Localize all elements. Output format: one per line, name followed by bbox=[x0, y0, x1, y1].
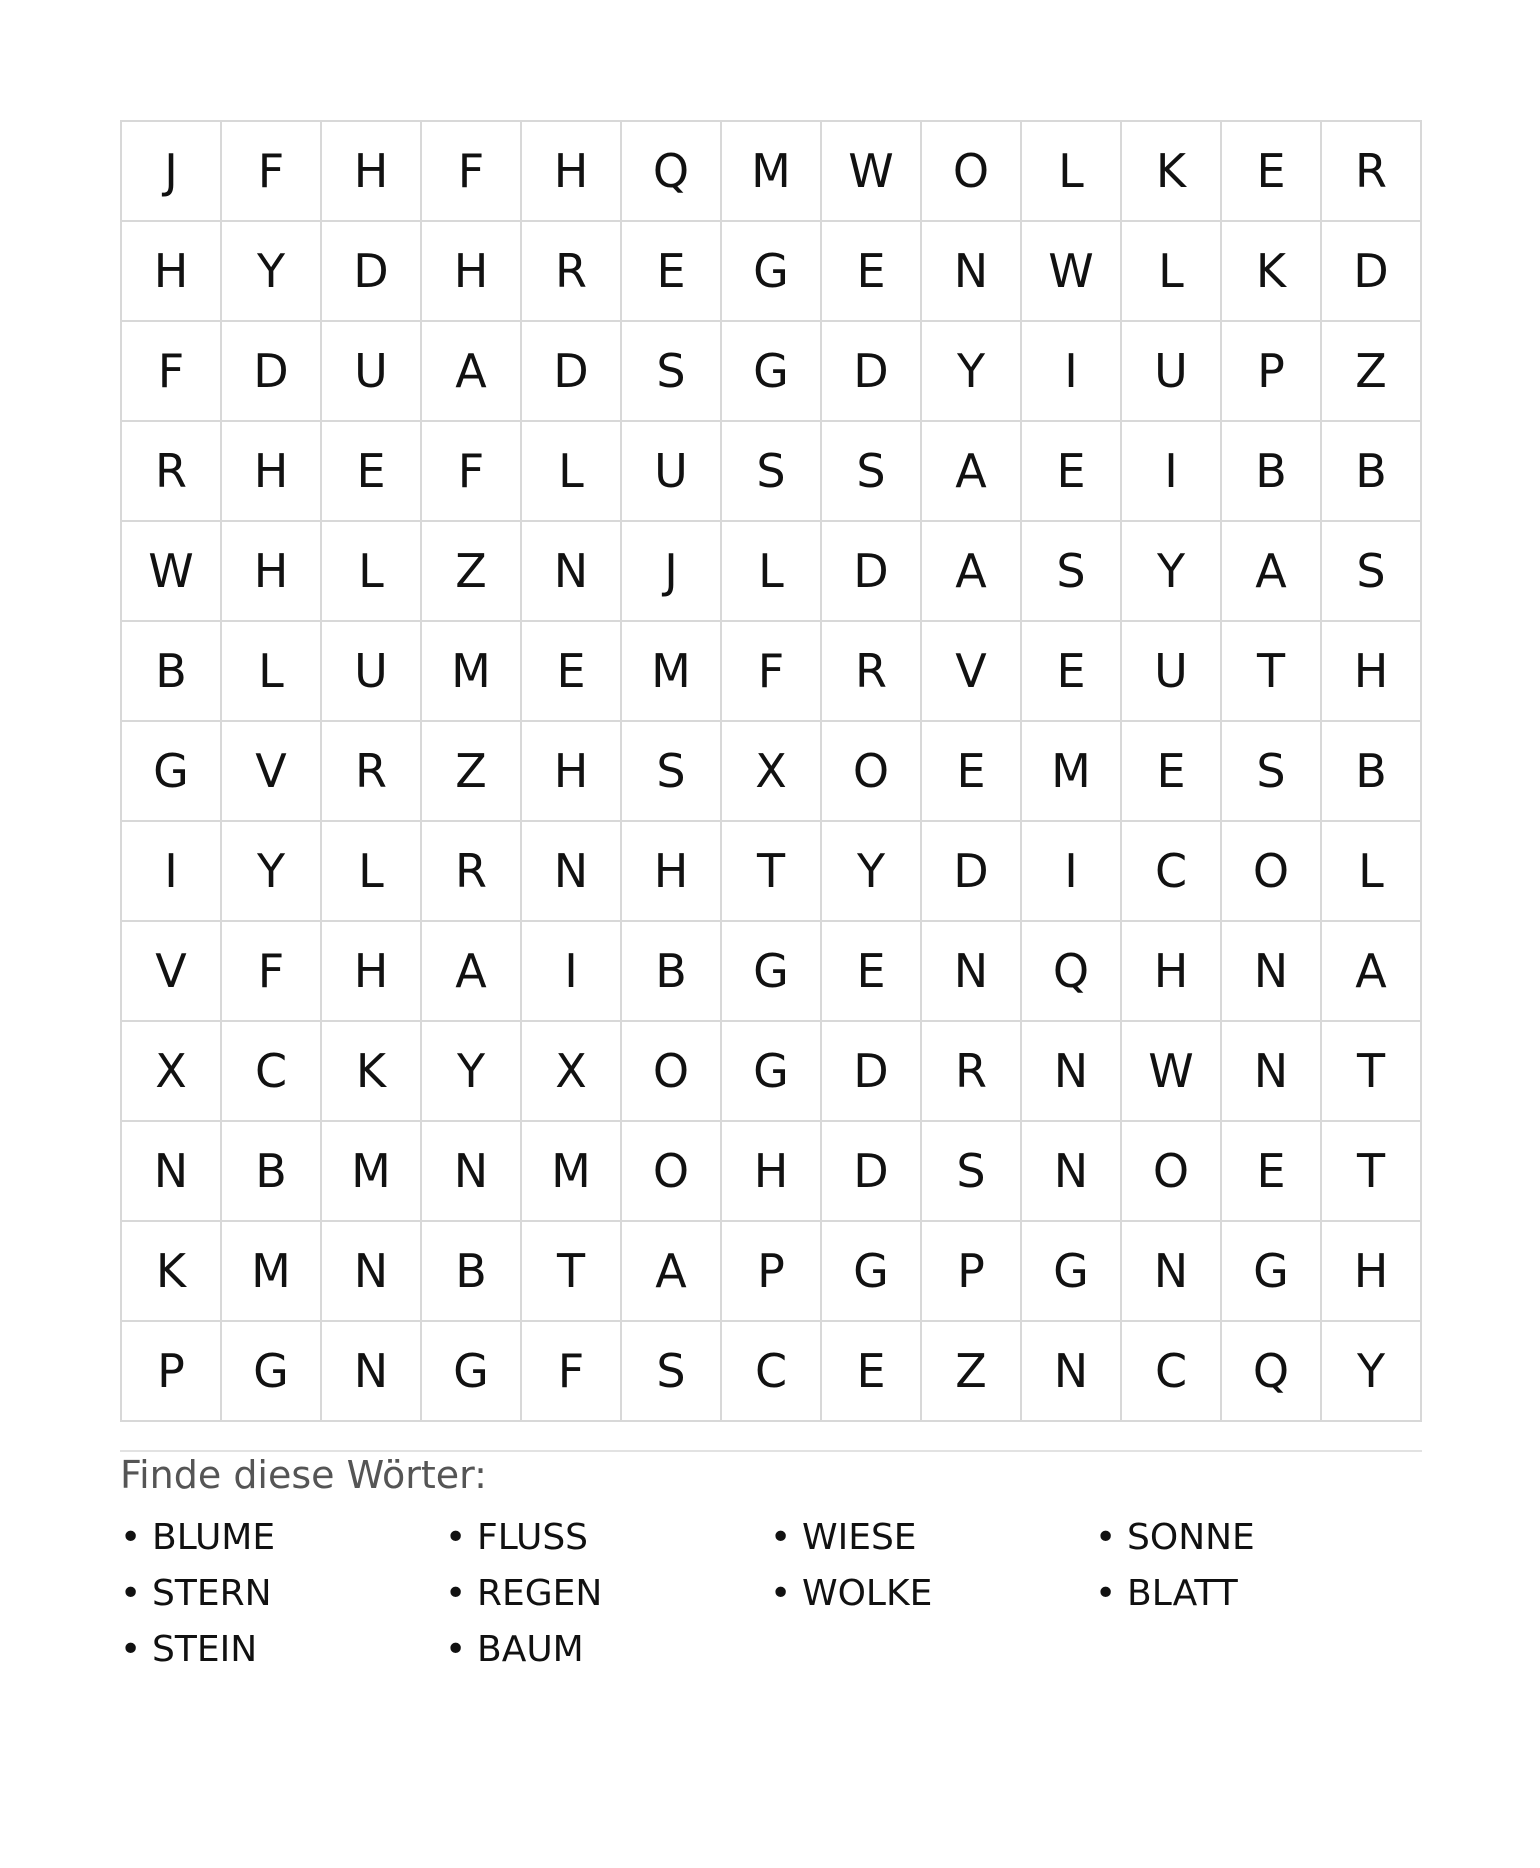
bullet-icon: • bbox=[120, 1573, 142, 1614]
grid-cell[interactable]: D bbox=[922, 822, 1022, 922]
grid-cell[interactable]: L bbox=[322, 822, 422, 922]
grid-cell[interactable]: Q bbox=[622, 122, 722, 222]
grid-cell[interactable]: W bbox=[122, 522, 222, 622]
grid-cell[interactable]: M bbox=[222, 1222, 322, 1322]
grid-cell[interactable]: Q bbox=[1222, 1322, 1322, 1422]
word-list-item bbox=[1095, 1510, 1420, 1566]
grid-cell[interactable]: W bbox=[1022, 222, 1122, 322]
grid-cell[interactable]: P bbox=[122, 1322, 222, 1422]
grid-cell[interactable]: G bbox=[1222, 1222, 1322, 1322]
word-label: BAUM bbox=[477, 1629, 584, 1670]
bullet-icon: • bbox=[120, 1629, 142, 1670]
grid-cell[interactable]: N bbox=[322, 1322, 422, 1422]
word-list-item bbox=[445, 1510, 770, 1566]
word-label: WOLKE bbox=[802, 1573, 933, 1614]
grid-cell[interactable]: G bbox=[422, 1322, 522, 1422]
grid-cell[interactable]: H bbox=[422, 222, 522, 322]
grid-cell[interactable]: E bbox=[1222, 122, 1322, 222]
grid-cell[interactable]: A bbox=[1322, 922, 1422, 1022]
grid-cell[interactable]: D bbox=[822, 322, 922, 422]
grid-cell[interactable]: E bbox=[1022, 422, 1122, 522]
grid-cell[interactable]: R bbox=[522, 222, 622, 322]
grid-cell[interactable]: L bbox=[522, 422, 622, 522]
grid-cell[interactable]: B bbox=[1322, 722, 1422, 822]
grid-cell[interactable]: N bbox=[322, 1222, 422, 1322]
grid-cell[interactable]: T bbox=[722, 822, 822, 922]
word-list-item bbox=[1095, 1566, 1420, 1622]
grid-cell[interactable]: E bbox=[1022, 622, 1122, 722]
grid-cell[interactable]: X bbox=[122, 1022, 222, 1122]
grid-cell[interactable]: H bbox=[1122, 922, 1222, 1022]
grid-cell[interactable]: P bbox=[922, 1222, 1022, 1322]
grid-cell[interactable]: H bbox=[1322, 622, 1422, 722]
grid-cell[interactable]: L bbox=[722, 522, 822, 622]
grid-cell[interactable]: D bbox=[822, 1122, 922, 1222]
grid-cell[interactable]: N bbox=[922, 922, 1022, 1022]
grid-cell[interactable]: S bbox=[622, 322, 722, 422]
bullet-icon: • bbox=[120, 1517, 142, 1558]
grid-cell[interactable]: G bbox=[722, 222, 822, 322]
grid-cell[interactable]: R bbox=[322, 722, 422, 822]
bullet-icon: • bbox=[445, 1573, 467, 1614]
grid-cell[interactable]: L bbox=[1022, 122, 1122, 222]
grid-cell[interactable]: E bbox=[322, 422, 422, 522]
grid-cell[interactable]: Z bbox=[922, 1322, 1022, 1422]
grid-cell[interactable]: S bbox=[622, 722, 722, 822]
grid-cell[interactable]: L bbox=[322, 522, 422, 622]
grid-cell[interactable]: D bbox=[822, 1022, 922, 1122]
letter-grid bbox=[120, 120, 1422, 1422]
word-list-title: Finde diese Wörter: bbox=[120, 1453, 487, 1497]
grid-cell[interactable]: A bbox=[1222, 522, 1322, 622]
grid-cell[interactable]: E bbox=[1122, 722, 1222, 822]
grid-cell[interactable]: K bbox=[322, 1022, 422, 1122]
grid-cell[interactable]: M bbox=[622, 622, 722, 722]
grid-cell[interactable]: B bbox=[122, 622, 222, 722]
grid-cell[interactable]: P bbox=[1222, 322, 1322, 422]
grid-cell[interactable]: C bbox=[1122, 822, 1222, 922]
word-label: WIESE bbox=[802, 1517, 917, 1558]
grid-cell[interactable]: Z bbox=[422, 722, 522, 822]
grid-cell[interactable]: C bbox=[722, 1322, 822, 1422]
grid-cell[interactable]: N bbox=[1222, 922, 1322, 1022]
grid-cell[interactable]: Z bbox=[1322, 322, 1422, 422]
grid-cell[interactable]: O bbox=[922, 122, 1022, 222]
grid-cell[interactable]: N bbox=[1022, 1022, 1122, 1122]
bullet-icon: • bbox=[770, 1517, 792, 1558]
word-label: BLUME bbox=[152, 1517, 276, 1558]
grid-cell[interactable]: H bbox=[522, 722, 622, 822]
grid-cell[interactable]: H bbox=[322, 922, 422, 1022]
grid-cell[interactable]: I bbox=[1022, 322, 1122, 422]
grid-cell[interactable]: S bbox=[1222, 722, 1322, 822]
word-label: FLUSS bbox=[477, 1517, 589, 1558]
grid-cell[interactable]: P bbox=[722, 1222, 822, 1322]
grid-cell[interactable]: I bbox=[122, 822, 222, 922]
grid-cell[interactable]: H bbox=[322, 122, 422, 222]
grid-cell[interactable]: J bbox=[622, 522, 722, 622]
grid-cell[interactable]: J bbox=[122, 122, 222, 222]
word-label: BLATT bbox=[1127, 1573, 1238, 1614]
grid-cell[interactable]: N bbox=[1122, 1222, 1222, 1322]
grid-cell[interactable]: D bbox=[322, 222, 422, 322]
grid-cell[interactable]: D bbox=[222, 322, 322, 422]
grid-cell[interactable]: T bbox=[522, 1222, 622, 1322]
grid-cell[interactable]: B bbox=[222, 1122, 322, 1222]
grid-cell[interactable]: S bbox=[722, 422, 822, 522]
grid-cell[interactable]: Y bbox=[822, 822, 922, 922]
grid-cell[interactable]: O bbox=[1122, 1122, 1222, 1222]
grid-cell[interactable]: R bbox=[922, 1022, 1022, 1122]
grid-cell[interactable]: Y bbox=[222, 822, 322, 922]
word-label: REGEN bbox=[477, 1573, 603, 1614]
grid-cell[interactable]: S bbox=[822, 422, 922, 522]
word-label: STERN bbox=[152, 1573, 272, 1614]
grid-cell[interactable]: H bbox=[722, 1122, 822, 1222]
word-list-item bbox=[770, 1566, 1095, 1622]
grid-cell[interactable]: G bbox=[722, 922, 822, 1022]
grid-cell[interactable]: X bbox=[722, 722, 822, 822]
grid-cell[interactable]: E bbox=[822, 222, 922, 322]
grid-cell[interactable]: T bbox=[1322, 1022, 1422, 1122]
grid-cell[interactable]: T bbox=[1322, 1122, 1422, 1222]
grid-cell[interactable]: L bbox=[1322, 822, 1422, 922]
grid-cell[interactable]: R bbox=[122, 422, 222, 522]
grid-cell[interactable]: U bbox=[1122, 622, 1222, 722]
grid-cell[interactable]: G bbox=[122, 722, 222, 822]
grid-cell[interactable]: E bbox=[622, 222, 722, 322]
grid-cell[interactable]: Q bbox=[1022, 922, 1122, 1022]
grid-cell[interactable]: E bbox=[922, 722, 1022, 822]
bullet-icon: • bbox=[1095, 1573, 1117, 1614]
grid-cell[interactable]: K bbox=[122, 1222, 222, 1322]
grid-cell[interactable]: Y bbox=[1122, 522, 1222, 622]
grid-cell[interactable]: O bbox=[622, 1022, 722, 1122]
grid-cell[interactable]: F bbox=[222, 122, 322, 222]
grid-cell[interactable]: D bbox=[522, 322, 622, 422]
grid-cell[interactable]: G bbox=[722, 322, 822, 422]
grid-cell[interactable]: E bbox=[1222, 1122, 1322, 1222]
word-list-item bbox=[120, 1622, 445, 1678]
grid-cell[interactable]: B bbox=[1322, 422, 1422, 522]
grid-cell[interactable]: O bbox=[622, 1122, 722, 1222]
word-list-item bbox=[445, 1566, 770, 1622]
grid-cell[interactable]: S bbox=[622, 1322, 722, 1422]
grid-cell[interactable]: H bbox=[522, 122, 622, 222]
grid-cell[interactable]: X bbox=[522, 1022, 622, 1122]
grid-cell[interactable]: T bbox=[1222, 622, 1322, 722]
grid-cell[interactable]: U bbox=[322, 622, 422, 722]
grid-cell[interactable]: M bbox=[1022, 722, 1122, 822]
grid-cell[interactable]: S bbox=[1322, 522, 1422, 622]
grid-cell[interactable]: E bbox=[822, 922, 922, 1022]
grid-cell[interactable]: A bbox=[922, 422, 1022, 522]
grid-cell[interactable]: F bbox=[422, 422, 522, 522]
grid-cell[interactable]: A bbox=[422, 922, 522, 1022]
grid-cell[interactable]: W bbox=[1122, 1022, 1222, 1122]
grid-cell[interactable]: F bbox=[122, 322, 222, 422]
grid-cell[interactable]: U bbox=[322, 322, 422, 422]
word-list bbox=[120, 1510, 1420, 1678]
grid-cell[interactable]: V bbox=[222, 722, 322, 822]
grid-cell[interactable]: N bbox=[122, 1122, 222, 1222]
grid-cell[interactable]: A bbox=[422, 322, 522, 422]
grid-cell[interactable]: F bbox=[522, 1322, 622, 1422]
word-list-item bbox=[770, 1510, 1095, 1566]
grid-cell[interactable]: M bbox=[322, 1122, 422, 1222]
grid-cell[interactable]: A bbox=[622, 1222, 722, 1322]
grid-cell[interactable]: I bbox=[1022, 822, 1122, 922]
bullet-icon: • bbox=[445, 1517, 467, 1558]
grid-cell[interactable]: R bbox=[422, 822, 522, 922]
grid-cell[interactable]: Z bbox=[422, 522, 522, 622]
grid-cell[interactable]: M bbox=[722, 122, 822, 222]
grid-cell[interactable]: O bbox=[822, 722, 922, 822]
grid-cell[interactable]: H bbox=[122, 222, 222, 322]
bullet-icon: • bbox=[445, 1629, 467, 1670]
grid-cell[interactable]: B bbox=[1222, 422, 1322, 522]
bullet-icon: • bbox=[1095, 1517, 1117, 1558]
grid-cell[interactable]: Y bbox=[1322, 1322, 1422, 1422]
grid-cell[interactable]: L bbox=[1122, 222, 1222, 322]
grid-cell[interactable]: S bbox=[922, 1122, 1022, 1222]
grid-cell[interactable]: A bbox=[922, 522, 1022, 622]
word-list-item bbox=[445, 1622, 770, 1678]
grid-cell[interactable]: N bbox=[522, 822, 622, 922]
word-label: SONNE bbox=[1127, 1517, 1255, 1558]
grid-cell[interactable]: N bbox=[1022, 1122, 1122, 1222]
grid-cell[interactable]: N bbox=[1022, 1322, 1122, 1422]
grid-cell[interactable]: C bbox=[1122, 1322, 1222, 1422]
grid-cell[interactable]: W bbox=[822, 122, 922, 222]
grid-cell[interactable]: E bbox=[822, 1322, 922, 1422]
grid-cell[interactable]: H bbox=[622, 822, 722, 922]
grid-cell[interactable]: R bbox=[822, 622, 922, 722]
grid-cell[interactable]: N bbox=[1222, 1022, 1322, 1122]
grid-cell[interactable]: H bbox=[222, 522, 322, 622]
grid-cell[interactable]: F bbox=[222, 922, 322, 1022]
grid-cell[interactable]: O bbox=[1222, 822, 1322, 922]
grid-cell[interactable]: U bbox=[1122, 322, 1222, 422]
grid-cell[interactable]: R bbox=[1322, 122, 1422, 222]
grid-cell[interactable]: V bbox=[122, 922, 222, 1022]
grid-cell[interactable]: M bbox=[522, 1122, 622, 1222]
grid-cell[interactable]: K bbox=[1222, 222, 1322, 322]
grid-cell[interactable]: F bbox=[722, 622, 822, 722]
grid-cell[interactable]: U bbox=[622, 422, 722, 522]
word-label: STEIN bbox=[152, 1629, 258, 1670]
grid-cell[interactable]: H bbox=[222, 422, 322, 522]
grid-cell[interactable]: N bbox=[522, 522, 622, 622]
grid-cell[interactable]: N bbox=[922, 222, 1022, 322]
grid-cell[interactable]: N bbox=[422, 1122, 522, 1222]
bullet-icon: • bbox=[770, 1573, 792, 1614]
grid-cell[interactable]: F bbox=[422, 122, 522, 222]
grid-cell[interactable]: G bbox=[222, 1322, 322, 1422]
grid-cell[interactable]: G bbox=[822, 1222, 922, 1322]
grid-cell[interactable]: K bbox=[1122, 122, 1222, 222]
grid-cell[interactable]: I bbox=[1122, 422, 1222, 522]
grid-cell[interactable]: Y bbox=[422, 1022, 522, 1122]
grid-cell[interactable]: M bbox=[422, 622, 522, 722]
grid-cell[interactable]: V bbox=[922, 622, 1022, 722]
grid-cell[interactable]: H bbox=[1322, 1222, 1422, 1322]
grid-cell[interactable]: I bbox=[522, 922, 622, 1022]
grid-cell[interactable]: G bbox=[1022, 1222, 1122, 1322]
grid-cell[interactable]: G bbox=[722, 1022, 822, 1122]
grid-cell[interactable]: S bbox=[1022, 522, 1122, 622]
grid-cell[interactable]: B bbox=[622, 922, 722, 1022]
grid-cell[interactable]: D bbox=[1322, 222, 1422, 322]
grid-cell[interactable]: D bbox=[822, 522, 922, 622]
word-list-item bbox=[120, 1566, 445, 1622]
grid-cell[interactable]: Y bbox=[922, 322, 1022, 422]
grid-cell[interactable]: L bbox=[222, 622, 322, 722]
grid-cell[interactable]: E bbox=[522, 622, 622, 722]
grid-cell[interactable]: C bbox=[222, 1022, 322, 1122]
grid-cell[interactable]: B bbox=[422, 1222, 522, 1322]
word-list-item bbox=[120, 1510, 445, 1566]
grid-cell[interactable]: Y bbox=[222, 222, 322, 322]
